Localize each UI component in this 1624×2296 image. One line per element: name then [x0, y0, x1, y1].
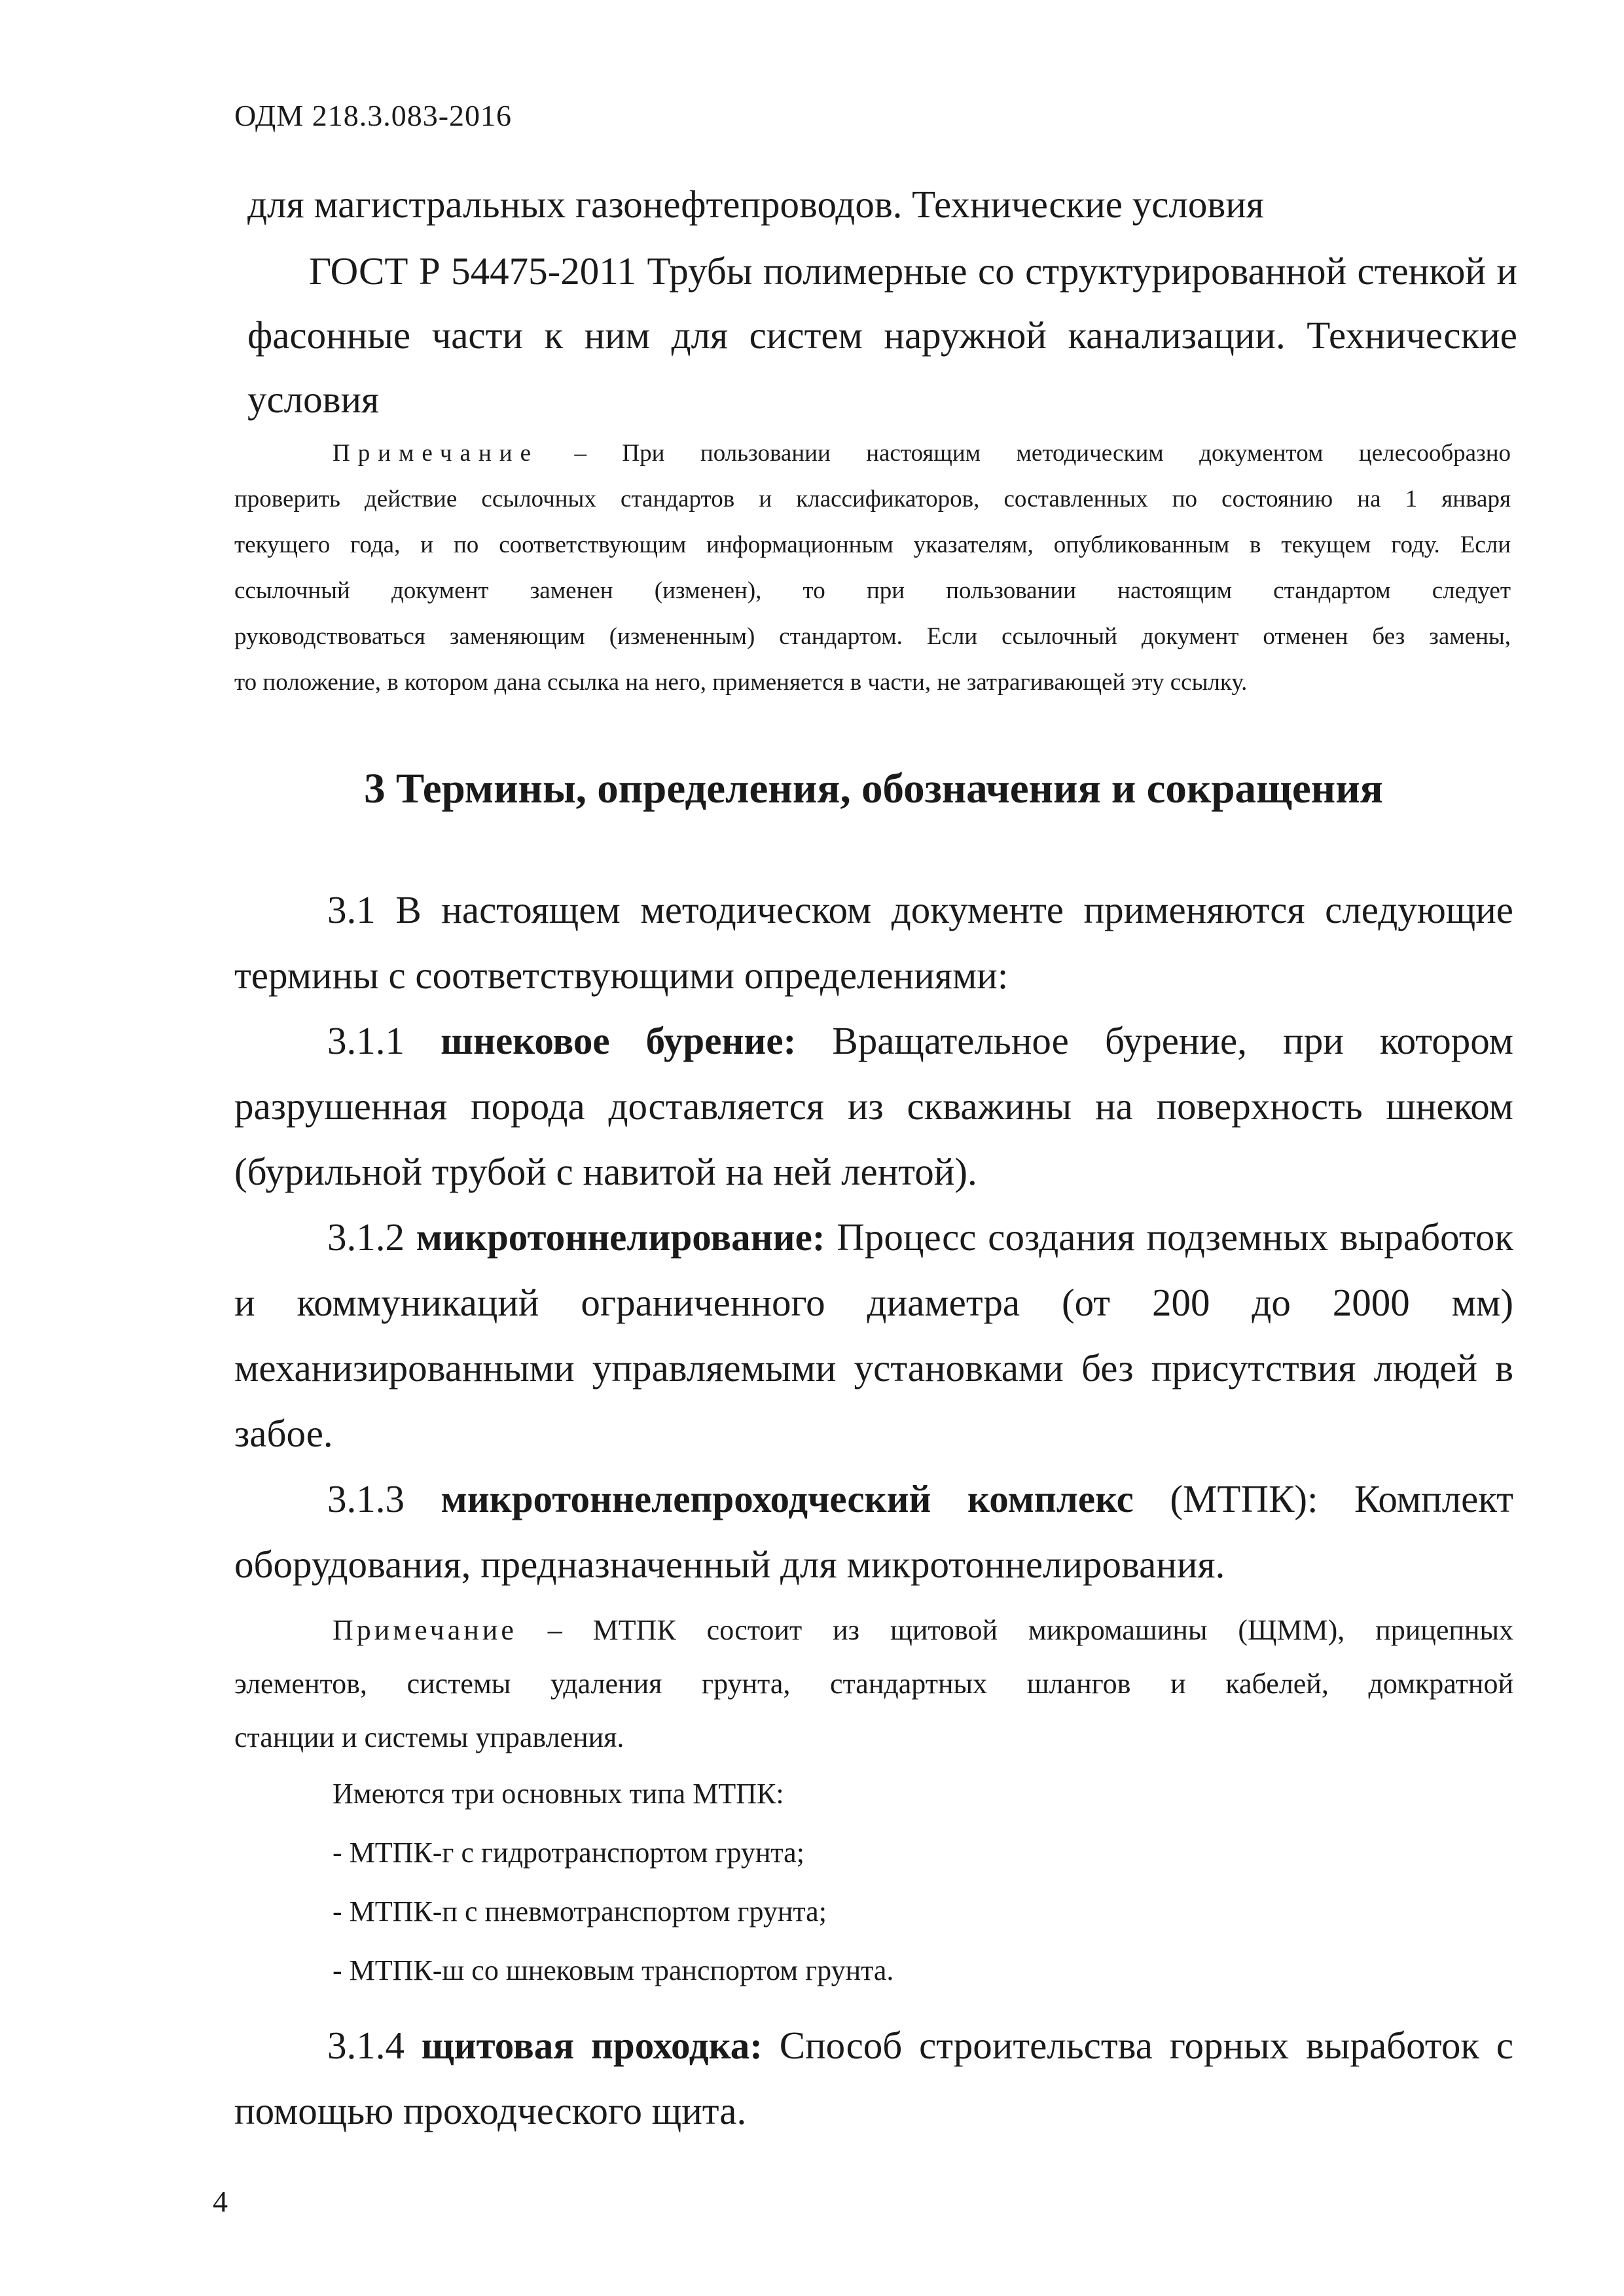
note-2-line-2: элементов, системы удаления грунта, стандартных шлангов и кабелей, домкратной	[234, 1668, 1513, 1700]
term-3-1-2-line-2: и коммуникаций ограниченного диаметра (от 200 до 2000 мм)	[234, 1281, 1513, 1324]
note-1-line-3: текущего года, и по соответствующим информационным указателям, опубликованным в текущем году. Если	[234, 531, 1511, 558]
term-3-1-3-number: 3.1.3	[327, 1477, 405, 1520]
term-3-1-2-term: микротоннелирование:	[416, 1215, 825, 1259]
term-3-1-2-line-4: забое.	[234, 1412, 333, 1455]
term-3-1-1-term: шнековое бурение:	[441, 1019, 797, 1062]
term-3-1-4-line-2: помощью проходческого щита.	[234, 2089, 747, 2132]
note-2-type-item: - МТПК-ш со шнековым транспортом грунта.	[333, 1954, 894, 1986]
term-3-1-1-line-3: (бурильной трубой с навитой на ней лентой).	[234, 1150, 977, 1193]
note-2-type-item: - МТПК-п с пневмотранспортом грунта;	[333, 1895, 827, 1928]
gost-reference-line-3: условия	[247, 378, 380, 421]
term-3-1-4-term: щитовая проходка:	[421, 2024, 763, 2067]
clause-3-1-line-1: 3.1 В настоящем методическом документе применяются следующие	[327, 888, 1513, 931]
term-3-1-1-line-1	[327, 1008, 1513, 1074]
note-1-label: Примечание	[333, 440, 539, 467]
note-1-line-6: то положение, в котором дана ссылка на него, применяется в части, не затрагивающей эту ссылку.	[234, 669, 1248, 696]
term-3-1-3-line-2: оборудования, предназначенный для микротоннелирования.	[234, 1543, 1225, 1586]
note-1-line-4: ссылочный документ заменен (изменен), то при пользовании настоящим стандартом следует	[234, 577, 1511, 604]
note-2-line-1	[333, 1604, 1513, 1657]
note-2-line-1-text: – МТПК состоит из щитовой микромашины (ЩММ), прицепных	[547, 1614, 1514, 1646]
section-3-heading: 3 Термины, определения, обозначения и сокращения	[364, 765, 1383, 812]
gost-reference-line-2: фасонные части к ним для систем наружной канализации. Технические	[247, 314, 1517, 357]
term-3-1-1-line-2: разрушенная порода доставляется из скважины на поверхность шнеком	[234, 1085, 1513, 1128]
term-3-1-2-line-3: механизированными управляемыми установками без присутствия людей в	[234, 1346, 1513, 1390]
term-3-1-4-line-1	[327, 2013, 1513, 2079]
term-3-1-3-line-1	[327, 1466, 1513, 1532]
term-3-1-2-definition-start: Процесс создания подземных выработок	[837, 1215, 1514, 1259]
gost-reference-line-1: ГОСТ Р 54475-2011 Трубы полимерные со структурированной стенкой и	[309, 249, 1517, 293]
note-1-line-1-text: – При пользовании настоящим методическим документом целесообразно	[574, 440, 1511, 467]
note-2-label: Примечание	[333, 1614, 517, 1646]
term-3-1-4-number: 3.1.4	[327, 2024, 405, 2067]
term-3-1-3-definition-start: (МТПК): Комплект	[1170, 1477, 1513, 1520]
note-2-type-item: - МТПК-г с гидротранспортом грунта;	[333, 1837, 804, 1869]
term-3-1-3-term: микротоннелепроходческий комплекс	[441, 1477, 1134, 1520]
term-3-1-2-number: 3.1.2	[327, 1215, 405, 1259]
note-2-line-3: станции и системы управления.	[234, 1721, 624, 1753]
note-1-line-1	[333, 431, 1511, 476]
clause-3-1-line-2: термины с соответствующими определениями:	[234, 954, 1009, 997]
page-number: 4	[213, 2185, 228, 2218]
term-3-1-1-number: 3.1.1	[327, 1019, 405, 1062]
document-code-header: ОДМ 218.3.083-2016	[234, 99, 513, 132]
term-3-1-1-definition-start: Вращательное бурение, при котором	[832, 1019, 1514, 1062]
note-1-line-5: руководствоваться заменяющим (измененным) стандартом. Если ссылочный документ отменен без замены,	[234, 623, 1511, 650]
term-3-1-4-definition-start: Способ строительства горных выработок с	[779, 2024, 1514, 2067]
note-1-line-2: проверить действие ссылочных стандартов и классификаторов, составленных по состоянию на 1 января	[234, 486, 1511, 512]
note-2-types-intro: Имеются три основных типа МТПК:	[333, 1778, 784, 1810]
term-3-1-2-line-1	[327, 1204, 1513, 1270]
reference-continuation-line: для магистральных газонефтепроводов. Технические условия	[247, 183, 1264, 226]
